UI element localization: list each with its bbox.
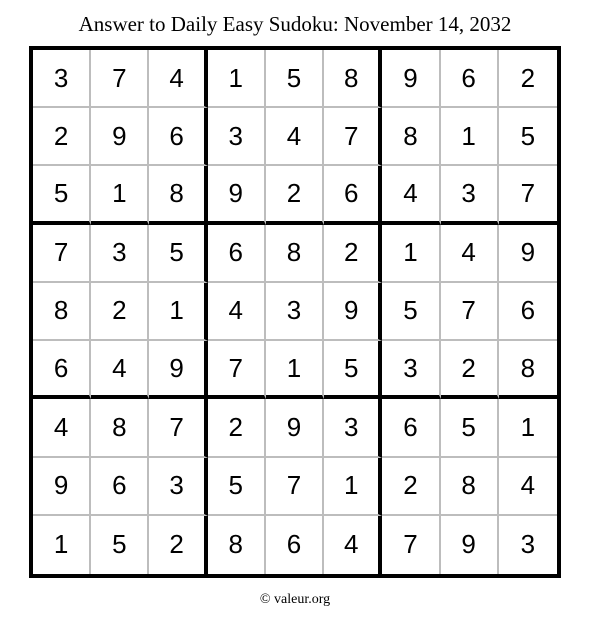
sudoku-cell: 9: [33, 458, 91, 516]
sudoku-cell: 9: [208, 166, 266, 224]
sudoku-cell: 8: [208, 516, 266, 574]
sudoku-cell: 6: [441, 50, 499, 108]
sudoku-cell: 3: [208, 108, 266, 166]
sudoku-cell: 6: [149, 108, 207, 166]
sudoku-cell: 3: [441, 166, 499, 224]
sudoku-cell: 8: [499, 341, 557, 399]
sudoku-cell: 2: [33, 108, 91, 166]
sudoku-cell: 4: [266, 108, 324, 166]
sudoku-cell: 5: [33, 166, 91, 224]
sudoku-cell: 1: [266, 341, 324, 399]
sudoku-cell: 1: [382, 225, 440, 283]
sudoku-cell: 6: [382, 399, 440, 457]
sudoku-cell: 1: [91, 166, 149, 224]
sudoku-cell: 7: [91, 50, 149, 108]
sudoku-cell: 9: [266, 399, 324, 457]
sudoku-cell: 3: [33, 50, 91, 108]
sudoku-cell: 1: [324, 458, 382, 516]
sudoku-cell: 8: [324, 50, 382, 108]
sudoku-cell: 9: [382, 50, 440, 108]
sudoku-cell: 2: [382, 458, 440, 516]
sudoku-cell: 5: [499, 108, 557, 166]
sudoku-cell: 5: [266, 50, 324, 108]
sudoku-cell: 5: [208, 458, 266, 516]
sudoku-cell: 7: [266, 458, 324, 516]
sudoku-cell: 3: [324, 399, 382, 457]
page-title: Answer to Daily Easy Sudoku: November 14, 2032: [78, 12, 512, 36]
sudoku-cell: 6: [91, 458, 149, 516]
sudoku-cell: 1: [149, 283, 207, 341]
sudoku-cell: 3: [520, 529, 536, 560]
sudoku-cell: 8: [149, 166, 207, 224]
sudoku-cell: 7: [441, 283, 499, 341]
sudoku-cell: 3: [91, 225, 149, 283]
sudoku-cell: 3: [266, 283, 324, 341]
sudoku-cell: 8: [382, 108, 440, 166]
sudoku-cell: 5: [91, 516, 149, 574]
sudoku-cell: 2: [208, 399, 266, 457]
sudoku-cell: 4: [208, 283, 266, 341]
sudoku-cell: 4: [324, 516, 382, 574]
sudoku-cell: 4: [91, 341, 149, 399]
sudoku-cell: 1: [208, 50, 266, 108]
sudoku-cell: 7: [149, 399, 207, 457]
sudoku-cell: 2: [91, 283, 149, 341]
sudoku-cell: 3: [149, 458, 207, 516]
sudoku-cell: 7: [382, 516, 440, 574]
sudoku-cell: 6: [208, 225, 266, 283]
sudoku-cell: 1: [33, 516, 91, 574]
sudoku-cell: 7: [499, 166, 557, 224]
copyright-footer: © valeur.org: [259, 592, 331, 607]
sudoku-cell: 9: [499, 225, 557, 283]
sudoku-cell: 2: [324, 225, 382, 283]
sudoku-cell: 9: [441, 516, 499, 574]
sudoku-cell: 4: [499, 458, 557, 516]
sudoku-cell: 6: [499, 283, 557, 341]
sudoku-cell: 7: [324, 108, 382, 166]
sudoku-cell: 5: [382, 283, 440, 341]
sudoku-cell: 9: [91, 108, 149, 166]
sudoku-grid: [29, 46, 561, 578]
sudoku-cell: 9: [149, 341, 207, 399]
sudoku-cell: 1: [441, 108, 499, 166]
sudoku-cell: 4: [441, 225, 499, 283]
sudoku-cell: 8: [33, 283, 91, 341]
sudoku-cell: 9: [324, 283, 382, 341]
sudoku-cell: 2: [266, 166, 324, 224]
sudoku-cell: 5: [324, 341, 382, 399]
sudoku-cell: 2: [441, 341, 499, 399]
sudoku-cell: 3: [382, 341, 440, 399]
sudoku-cell: 2: [149, 516, 207, 574]
sudoku-cell: 7: [208, 341, 266, 399]
sudoku-cell: 1: [499, 399, 557, 457]
sudoku-cell: 5: [441, 399, 499, 457]
sudoku-cell: 5: [149, 225, 207, 283]
sudoku-cell: 8: [266, 225, 324, 283]
sudoku-cell: 6: [266, 516, 324, 574]
sudoku-cell: 8: [91, 399, 149, 457]
sudoku-cell: 7: [33, 225, 91, 283]
sudoku-cell: 4: [382, 166, 440, 224]
sudoku-cell: 4: [33, 399, 91, 457]
sudoku-cell: 6: [33, 341, 91, 399]
sudoku-cell: 2: [499, 50, 557, 108]
sudoku-cell: 4: [149, 50, 207, 108]
sudoku-cell: 8: [441, 458, 499, 516]
sudoku-cell: 6: [324, 166, 382, 224]
